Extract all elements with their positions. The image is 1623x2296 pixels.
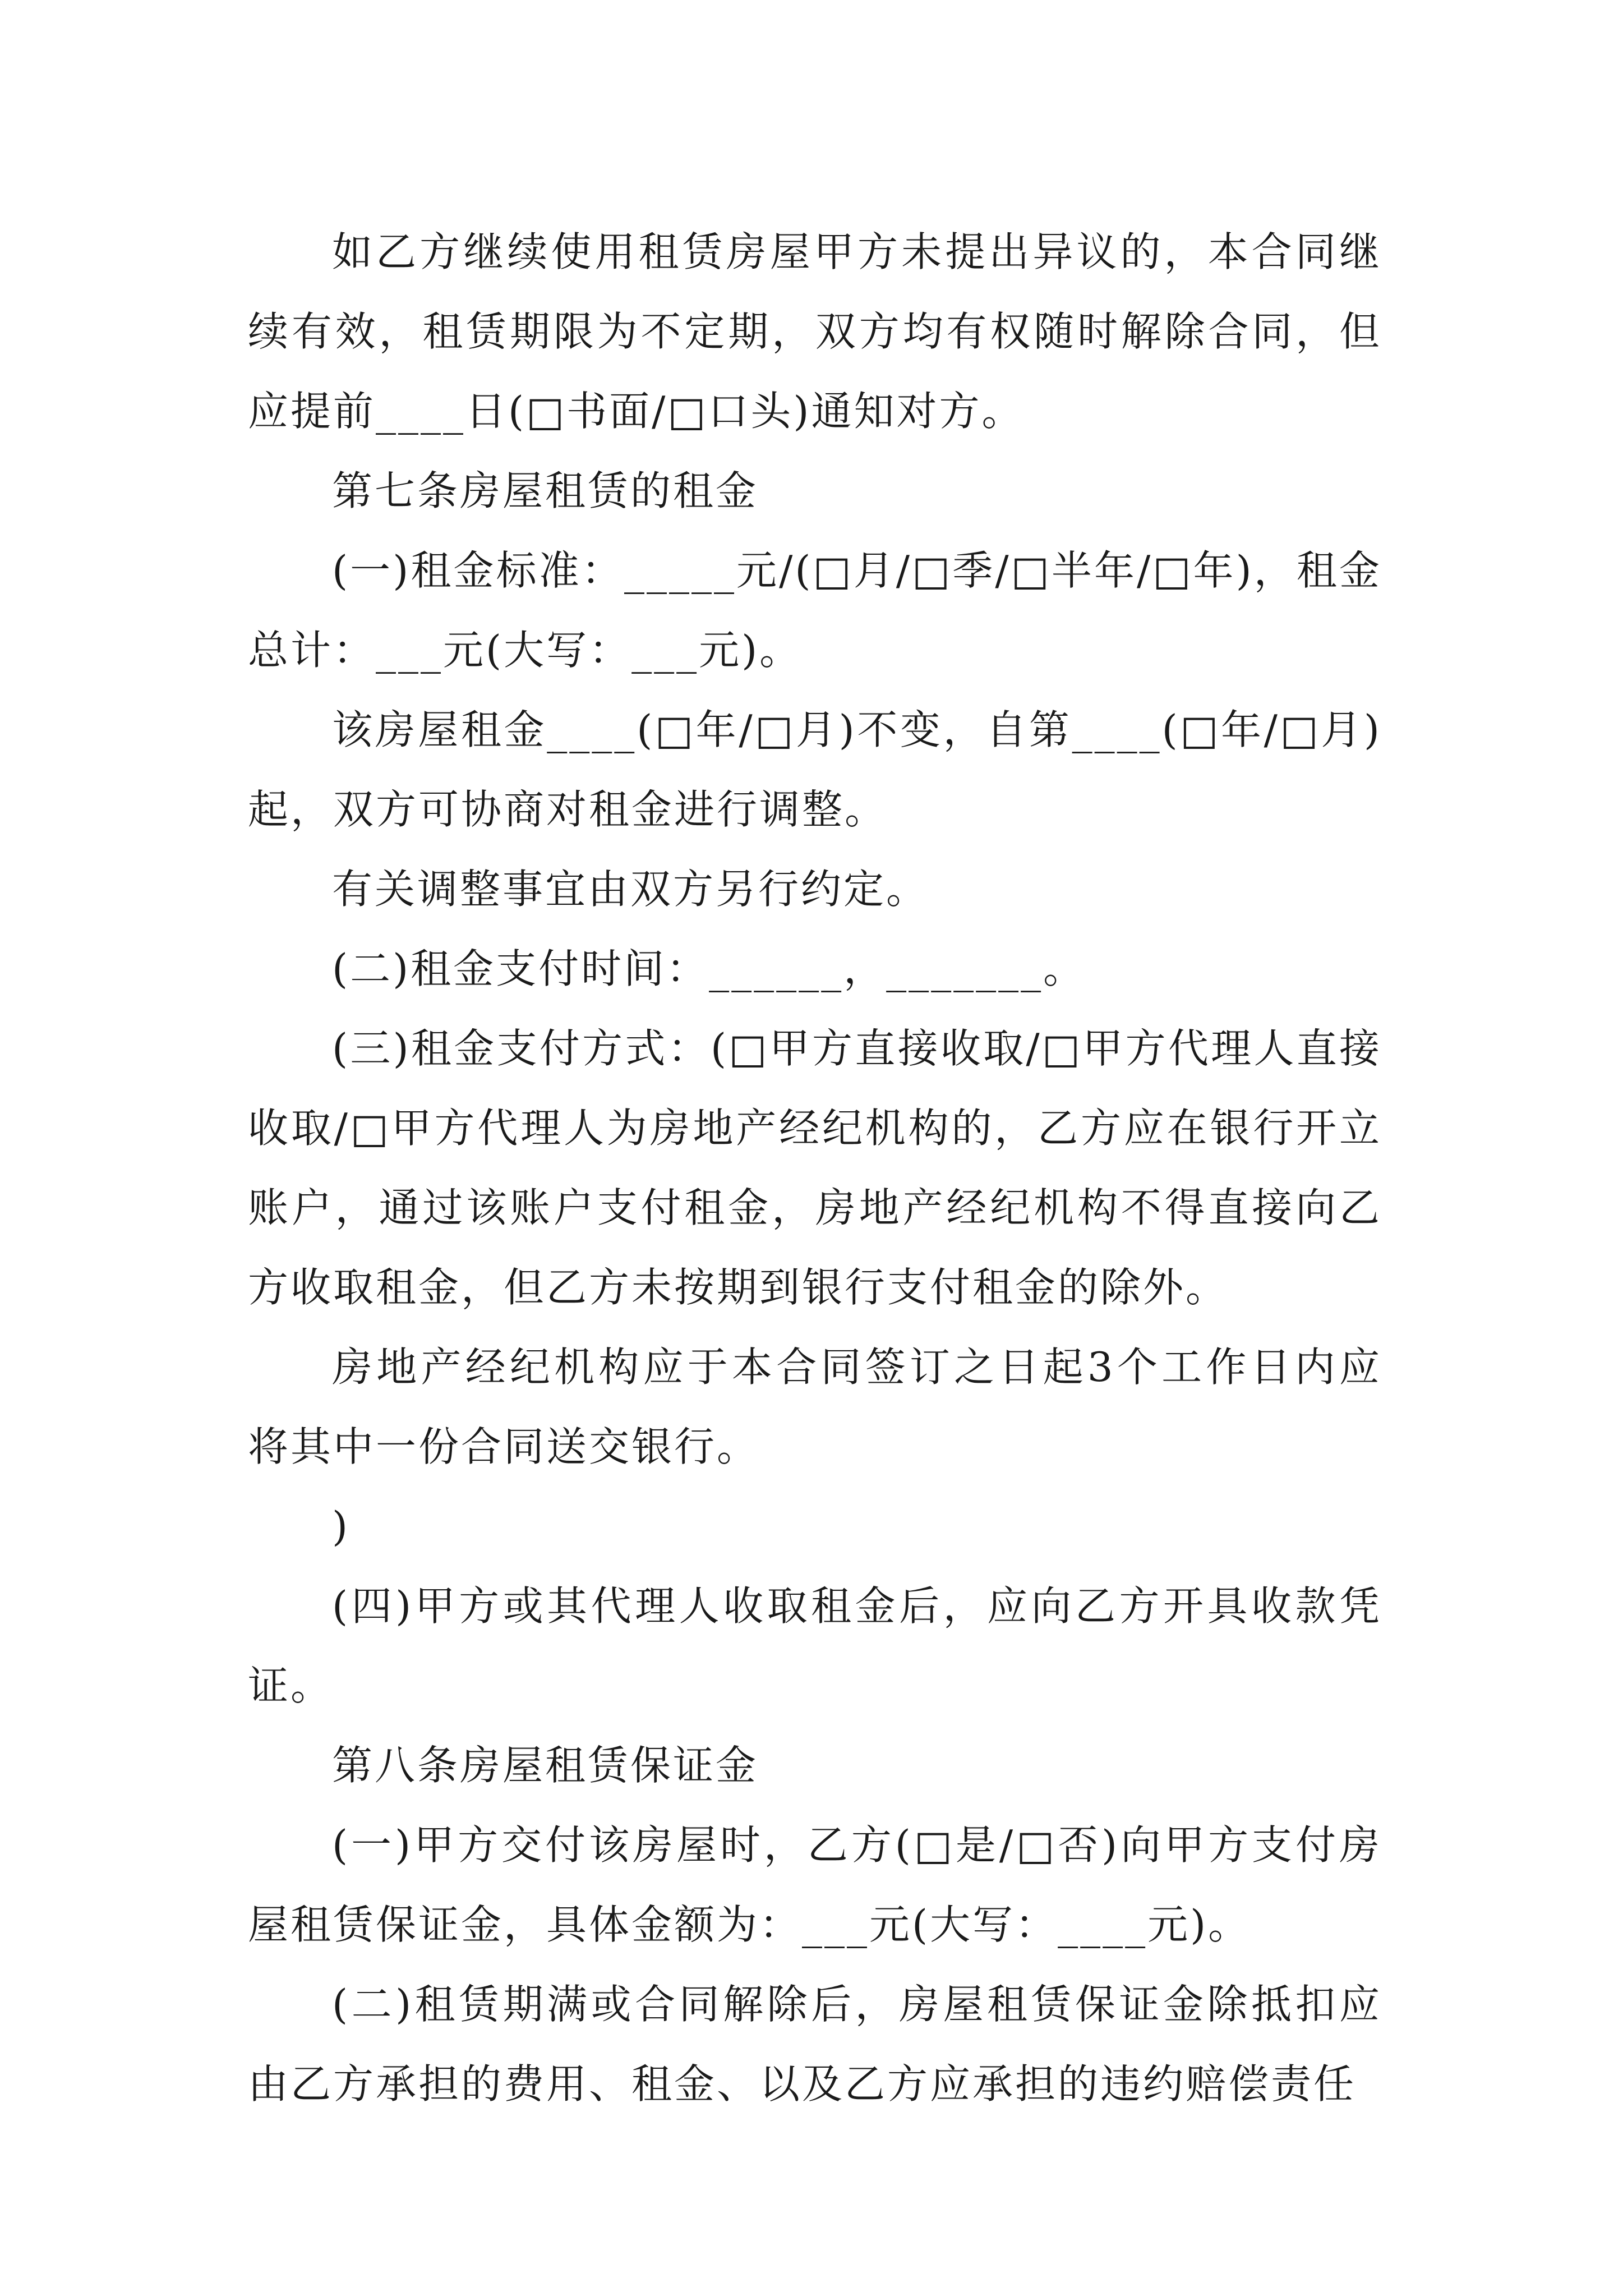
paragraph-deposit-amount: (一)甲方交付该房屋时，乙方(□是/□否)向甲方支付房屋租赁保证金，具体金额为：___元(大写：____元)。: [248, 1821, 1382, 1948]
paragraph-agency-bank: 房地产经纪机构应于本合同签订之日起3个工作日内应将其中一份合同送交银行。: [248, 1343, 1382, 1470]
paragraph-payment-method: (三)租金支付方式：(□甲方直接收取/□甲方代理人直接收取/□甲方代理人为房地产经纪机构的，乙方应在银行开立账户，通过该账户支付租金，房地产经纪机构不得直接向乙方收取租金，但乙方未按期到银行支付租金的除外。: [248, 1025, 1382, 1311]
paragraph-rent-adjustment: 该房屋租金____(□年/□月)不变，自第____(□年/□月)起，双方可协商对租金进行调整。: [248, 706, 1382, 833]
document-body: [248, 212, 1382, 2124]
paragraph-receipt: (四)甲方或其代理人收取租金后，应向乙方开具收款凭证。: [248, 1582, 1382, 1709]
paragraph-deposit-return: (二)租赁期满或合同解除后，房屋租赁保证金除抵扣应由乙方承担的费用、租金、以及乙方应承担的违约赔偿责任: [248, 1981, 1382, 2108]
paragraph-continuation-notice: 如乙方继续使用租赁房屋甲方未提出异议的，本合同继续有效，租赁期限为不定期，双方均有权随时解除合同，但应提前____日(□书面/□口头)通知对方。: [248, 228, 1382, 435]
paragraph-rent-standard: (一)租金标准：_____元/(□月/□季/□半年/□年)，租金总计：___元(大写：___元)。: [248, 547, 1382, 674]
heading-article-7-rent: 第七条房屋租赁的租金: [332, 467, 759, 514]
paragraph-payment-time: (二)租金支付时间：______，_______。: [332, 945, 1086, 992]
heading-article-8-deposit: 第八条房屋租赁保证金: [332, 1742, 759, 1789]
paragraph-adjustment-agreement: 有关调整事宜由双方另行约定。: [332, 866, 929, 913]
paragraph-closing-paren: ): [332, 1503, 351, 1550]
